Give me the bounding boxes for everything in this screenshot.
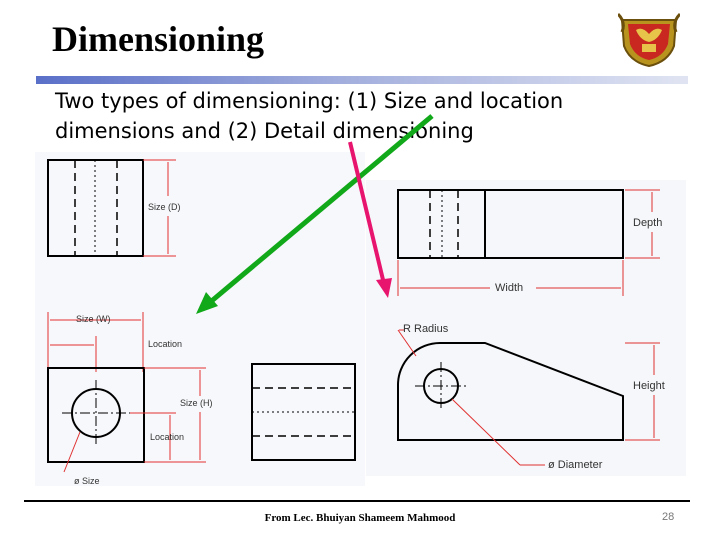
- diameter-label: ø Diameter: [548, 459, 603, 471]
- size-h-label: Size (H): [180, 398, 213, 408]
- slide-title: Dimensioning: [52, 19, 265, 59]
- size-diameter-label: ø Size: [74, 476, 100, 486]
- location-top-label: Location: [148, 339, 183, 349]
- r-radius-label: R Radius: [403, 323, 449, 335]
- page-number: 28: [662, 511, 675, 523]
- size-w-label: Size (W): [76, 314, 111, 324]
- size-d-label: Size (D): [148, 202, 181, 212]
- subtitle-text: Two types of dimensioning: (1) Size and location dimensions and (2) Detail dimensioning: [55, 89, 564, 143]
- depth-label: Depth: [633, 217, 663, 229]
- footer-divider: [24, 500, 690, 502]
- height-label: Height: [633, 380, 665, 392]
- footer-credit: From Lec. Bhuiyan Shameem Mahmood: [264, 512, 456, 524]
- width-label: Width: [495, 282, 524, 294]
- location-bottom-label: Location: [150, 432, 185, 442]
